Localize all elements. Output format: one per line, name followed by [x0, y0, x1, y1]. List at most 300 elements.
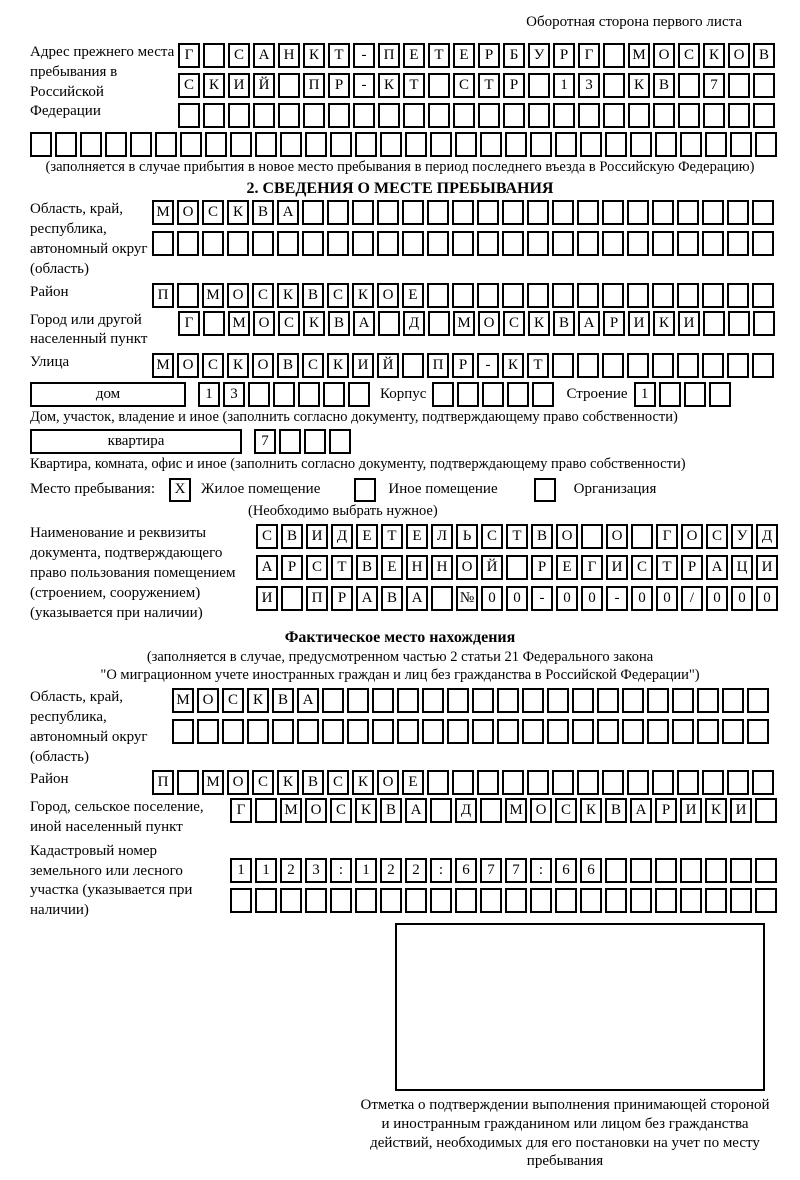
char-cell: [253, 103, 275, 128]
char-cell: [278, 73, 300, 98]
char-cell: [728, 103, 750, 128]
char-cell: [172, 719, 194, 744]
char-cell: [577, 200, 599, 225]
char-cell: С: [555, 798, 577, 823]
char-cell: [727, 770, 749, 795]
char-cell: [322, 688, 344, 713]
field-house-number: [198, 382, 370, 407]
char-cell: И: [730, 798, 752, 823]
stay-place-row: [30, 478, 770, 502]
field-prev-address-line4: [30, 132, 770, 157]
char-cell: [372, 688, 394, 713]
document-label: Наименование и реквизиты документа, подтверждающего право пользования помещением (строением, сооружением) (указывается при наличии): [30, 525, 236, 621]
char-cell: [702, 283, 724, 308]
char-cell: [602, 200, 624, 225]
char-cell: [203, 43, 225, 68]
char-cell: М: [202, 770, 224, 795]
char-cell: [555, 888, 577, 913]
char-cell: А: [406, 586, 428, 611]
street-label: Улица: [30, 354, 70, 371]
actual-district-label: Район: [30, 771, 69, 788]
option-other-premises-label: Иное помещение: [388, 481, 498, 498]
char-cell: [152, 231, 174, 256]
char-cell: [422, 688, 444, 713]
char-cell: К: [277, 770, 299, 795]
region-block: [30, 200, 770, 279]
char-cell: [672, 688, 694, 713]
char-cell: [177, 283, 199, 308]
char-cell: [581, 524, 603, 549]
char-cell: 7: [505, 858, 527, 883]
char-cell: [507, 382, 529, 407]
char-cell: [405, 132, 427, 157]
char-cell: [281, 586, 303, 611]
char-cell: [205, 132, 227, 157]
char-cell: 2: [380, 858, 402, 883]
char-cell: 1: [634, 382, 656, 407]
char-cell: [630, 132, 652, 157]
char-cell: [697, 688, 719, 713]
char-cell: [480, 888, 502, 913]
char-cell: 1: [355, 858, 377, 883]
char-cell: [505, 132, 527, 157]
char-cell: [722, 719, 744, 744]
district-label: Район: [30, 283, 69, 300]
char-cell: Г: [178, 43, 200, 68]
cadastre-block: [30, 842, 770, 921]
char-cell: М: [505, 798, 527, 823]
prev-address-note: (заполняется в случае прибытия в новое место пребывания в период последнего въезда в Российскую Федерацию): [45, 159, 755, 175]
char-cell: [527, 231, 549, 256]
char-cell: Е: [402, 770, 424, 795]
char-cell: [380, 888, 402, 913]
char-cell: О: [227, 283, 249, 308]
char-cell: [472, 688, 494, 713]
char-cell: [352, 200, 374, 225]
char-cell: У: [528, 43, 550, 68]
korpus-label: Корпус: [380, 386, 427, 403]
char-cell: [323, 382, 345, 407]
field-street: [152, 353, 774, 378]
char-cell: Т: [506, 524, 528, 549]
char-cell: В: [653, 73, 675, 98]
char-cell: [452, 770, 474, 795]
actual-district-block: [30, 770, 770, 795]
char-cell: [355, 132, 377, 157]
char-cell: [602, 353, 624, 378]
char-cell: 2: [405, 858, 427, 883]
char-cell: Л: [431, 524, 453, 549]
char-cell: [678, 73, 700, 98]
char-cell: [577, 231, 599, 256]
city-label: Город или другой населенный пункт: [30, 311, 148, 348]
field-region-line1: [152, 200, 774, 225]
stay-place-note: (Необходимо выбрать нужное): [248, 502, 438, 519]
char-cell: [702, 231, 724, 256]
char-cell: [322, 719, 344, 744]
char-cell: 0: [581, 586, 603, 611]
char-cell: [602, 283, 624, 308]
field-stroenie: [634, 382, 731, 407]
char-cell: 1: [230, 858, 252, 883]
char-cell: Р: [681, 555, 703, 580]
document-rows: [256, 524, 778, 611]
char-cell: О: [606, 524, 628, 549]
char-cell: [380, 132, 402, 157]
char-cell: [327, 231, 349, 256]
char-cell: [305, 132, 327, 157]
char-cell: [603, 73, 625, 98]
char-cell: О: [177, 200, 199, 225]
city-block: [30, 311, 770, 351]
char-cell: С: [202, 200, 224, 225]
char-cell: [255, 798, 277, 823]
char-cell: О: [728, 43, 750, 68]
char-cell: [452, 231, 474, 256]
char-cell: Т: [328, 43, 350, 68]
char-cell: В: [277, 353, 299, 378]
char-cell: [452, 283, 474, 308]
char-cell: [577, 283, 599, 308]
char-cell: Р: [503, 73, 525, 98]
char-cell: М: [152, 353, 174, 378]
char-cell: В: [531, 524, 553, 549]
char-cell: Е: [556, 555, 578, 580]
char-cell: 0: [731, 586, 753, 611]
char-cell: [528, 73, 550, 98]
char-cell: И: [352, 353, 374, 378]
char-cell: [480, 798, 502, 823]
char-cell: [522, 719, 544, 744]
char-cell: П: [152, 283, 174, 308]
char-cell: [202, 231, 224, 256]
char-cell: [703, 103, 725, 128]
char-cell: О: [177, 353, 199, 378]
field-actual-city: [230, 798, 777, 823]
char-cell: [709, 382, 731, 407]
char-cell: [677, 283, 699, 308]
char-cell: [177, 770, 199, 795]
actual-location-note-line1: (заполняется в случае, предусмотренном частью 2 статьи 21 Федерального закона: [146, 649, 654, 666]
char-cell: Е: [406, 524, 428, 549]
char-cell: С: [306, 555, 328, 580]
char-cell: [347, 719, 369, 744]
char-cell: [552, 200, 574, 225]
char-cell: [652, 353, 674, 378]
char-cell: [428, 311, 450, 336]
char-cell: [697, 719, 719, 744]
char-cell: С: [202, 353, 224, 378]
char-cell: Ц: [731, 555, 753, 580]
char-cell: [705, 858, 727, 883]
char-cell: О: [556, 524, 578, 549]
char-cell: :: [430, 858, 452, 883]
char-cell: С: [453, 73, 475, 98]
char-cell: Т: [656, 555, 678, 580]
char-cell: Т: [428, 43, 450, 68]
char-cell: [627, 231, 649, 256]
char-cell: К: [528, 311, 550, 336]
char-cell: [248, 382, 270, 407]
char-cell: [655, 888, 677, 913]
char-cell: [655, 858, 677, 883]
option-organization-label: Организация: [573, 481, 657, 498]
char-cell: [427, 770, 449, 795]
char-cell: [304, 429, 326, 454]
char-cell: [677, 770, 699, 795]
checkbox-other-premises: [354, 478, 376, 502]
char-cell: П: [427, 353, 449, 378]
char-cell: О: [227, 770, 249, 795]
char-cell: [702, 770, 724, 795]
actual-region-label: Область, край, республика, автономный округ (область): [30, 689, 148, 765]
char-cell: [230, 132, 252, 157]
char-cell: Д: [756, 524, 778, 549]
char-cell: [502, 283, 524, 308]
char-cell: Е: [381, 555, 403, 580]
char-cell: М: [280, 798, 302, 823]
char-cell: С: [222, 688, 244, 713]
char-cell: [680, 132, 702, 157]
char-cell: Г: [581, 555, 603, 580]
char-cell: К: [277, 283, 299, 308]
char-cell: Т: [331, 555, 353, 580]
char-cell: [378, 103, 400, 128]
char-cell: [647, 688, 669, 713]
char-cell: А: [706, 555, 728, 580]
char-cell: О: [252, 353, 274, 378]
char-cell: 3: [223, 382, 245, 407]
char-cell: [280, 132, 302, 157]
char-cell: А: [253, 43, 275, 68]
char-cell: К: [352, 283, 374, 308]
char-cell: И: [678, 311, 700, 336]
char-cell: Д: [455, 798, 477, 823]
char-cell: [630, 858, 652, 883]
char-cell: [753, 73, 775, 98]
option-residential-label: Жилое помещение: [201, 481, 321, 498]
char-cell: Е: [356, 524, 378, 549]
char-cell: [527, 283, 549, 308]
char-cell: Р: [531, 555, 553, 580]
char-cell: [247, 719, 269, 744]
char-cell: [727, 231, 749, 256]
char-cell: [477, 231, 499, 256]
char-cell: [497, 688, 519, 713]
char-cell: К: [327, 353, 349, 378]
char-cell: [447, 719, 469, 744]
char-cell: 3: [305, 858, 327, 883]
char-cell: [727, 283, 749, 308]
char-cell: [477, 283, 499, 308]
char-cell: [30, 132, 52, 157]
char-cell: Ь: [456, 524, 478, 549]
char-cell: [422, 719, 444, 744]
char-cell: [328, 103, 350, 128]
char-cell: А: [356, 586, 378, 611]
prev-address-rows: [178, 43, 775, 128]
char-cell: О: [478, 311, 500, 336]
char-cell: [402, 200, 424, 225]
char-cell: [105, 132, 127, 157]
char-cell: Р: [603, 311, 625, 336]
char-cell: [227, 231, 249, 256]
char-cell: [752, 200, 774, 225]
char-cell: [447, 688, 469, 713]
char-cell: [278, 103, 300, 128]
char-cell: [427, 283, 449, 308]
char-cell: К: [355, 798, 377, 823]
char-cell: С: [327, 283, 349, 308]
char-cell: 0: [706, 586, 728, 611]
char-cell: [652, 770, 674, 795]
char-cell: [427, 200, 449, 225]
char-cell: 6: [580, 858, 602, 883]
char-cell: -: [477, 353, 499, 378]
char-cell: [277, 231, 299, 256]
char-cell: М: [228, 311, 250, 336]
stamp-area-note: Отметка о подтверждении выполнения принимающей стороной и иностранным гражданином или лицом без гражданства действий, необходимых для его постановки на учет по месту пребывания: [360, 1097, 770, 1170]
char-cell: [353, 103, 375, 128]
char-cell: [377, 200, 399, 225]
char-cell: Р: [328, 73, 350, 98]
region-rows: [152, 200, 774, 256]
char-cell: [297, 719, 319, 744]
char-cell: [472, 719, 494, 744]
char-cell: [280, 888, 302, 913]
char-cell: О: [197, 688, 219, 713]
char-cell: [753, 103, 775, 128]
char-cell: 2: [280, 858, 302, 883]
char-cell: С: [302, 353, 324, 378]
char-cell: [527, 770, 549, 795]
char-cell: [298, 382, 320, 407]
char-cell: [230, 888, 252, 913]
char-cell: Н: [431, 555, 453, 580]
char-cell: [677, 353, 699, 378]
char-cell: [528, 103, 550, 128]
char-cell: И: [256, 586, 278, 611]
prev-address-label: Адрес прежнего места пребывания в Российской Федерации: [30, 44, 175, 120]
house-row: [30, 382, 770, 407]
char-cell: А: [578, 311, 600, 336]
district-block: [30, 283, 770, 308]
char-cell: [203, 103, 225, 128]
char-cell: [130, 132, 152, 157]
char-cell: [378, 311, 400, 336]
char-cell: Й: [481, 555, 503, 580]
char-cell: М: [202, 283, 224, 308]
field-prev-address-line2: [178, 73, 775, 98]
char-cell: [603, 43, 625, 68]
char-cell: С: [178, 73, 200, 98]
street-block: [30, 353, 770, 378]
char-cell: [178, 103, 200, 128]
char-cell: Р: [553, 43, 575, 68]
char-cell: [578, 103, 600, 128]
char-cell: [372, 719, 394, 744]
char-cell: [677, 231, 699, 256]
char-cell: [730, 888, 752, 913]
char-cell: [303, 103, 325, 128]
char-cell: К: [653, 311, 675, 336]
char-cell: [684, 382, 706, 407]
char-cell: [580, 888, 602, 913]
char-cell: А: [277, 200, 299, 225]
char-cell: [505, 888, 527, 913]
char-cell: И: [680, 798, 702, 823]
char-cell: [727, 200, 749, 225]
char-cell: [602, 231, 624, 256]
char-cell: Й: [377, 353, 399, 378]
char-cell: Е: [453, 43, 475, 68]
char-cell: С: [228, 43, 250, 68]
char-cell: [722, 688, 744, 713]
char-cell: [752, 770, 774, 795]
char-cell: [255, 132, 277, 157]
prev-address-block: [30, 43, 770, 128]
char-cell: [653, 103, 675, 128]
char-cell: [530, 888, 552, 913]
char-cell: К: [705, 798, 727, 823]
char-cell: [602, 770, 624, 795]
char-cell: Р: [478, 43, 500, 68]
char-cell: В: [272, 688, 294, 713]
char-cell: [672, 719, 694, 744]
char-cell: №: [456, 586, 478, 611]
char-cell: [252, 231, 274, 256]
char-cell: И: [306, 524, 328, 549]
char-cell: Т: [381, 524, 403, 549]
actual-city-block: [30, 798, 770, 838]
char-cell: А: [405, 798, 427, 823]
char-cell: [347, 688, 369, 713]
char-cell: В: [605, 798, 627, 823]
checkbox-residential: X: [169, 478, 191, 502]
char-cell: [702, 200, 724, 225]
char-cell: [455, 132, 477, 157]
char-cell: 0: [506, 586, 528, 611]
char-cell: [352, 231, 374, 256]
char-cell: [605, 888, 627, 913]
field-actual-region-line1: [172, 688, 769, 713]
char-cell: У: [731, 524, 753, 549]
char-cell: [755, 798, 777, 823]
char-cell: [677, 200, 699, 225]
char-cell: [502, 770, 524, 795]
char-cell: [627, 770, 649, 795]
char-cell: В: [281, 524, 303, 549]
char-cell: К: [303, 311, 325, 336]
char-cell: [552, 283, 574, 308]
char-cell: К: [703, 43, 725, 68]
char-cell: [522, 688, 544, 713]
char-cell: 1: [553, 73, 575, 98]
char-cell: Б: [503, 43, 525, 68]
char-cell: В: [753, 43, 775, 68]
char-cell: В: [553, 311, 575, 336]
char-cell: [330, 132, 352, 157]
char-cell: Е: [402, 283, 424, 308]
char-cell: [630, 888, 652, 913]
char-cell: [197, 719, 219, 744]
char-cell: [177, 231, 199, 256]
char-cell: П: [152, 770, 174, 795]
field-prev-address-line1: [178, 43, 775, 68]
char-cell: [228, 103, 250, 128]
char-cell: [305, 888, 327, 913]
checkbox-organization: [534, 478, 556, 502]
